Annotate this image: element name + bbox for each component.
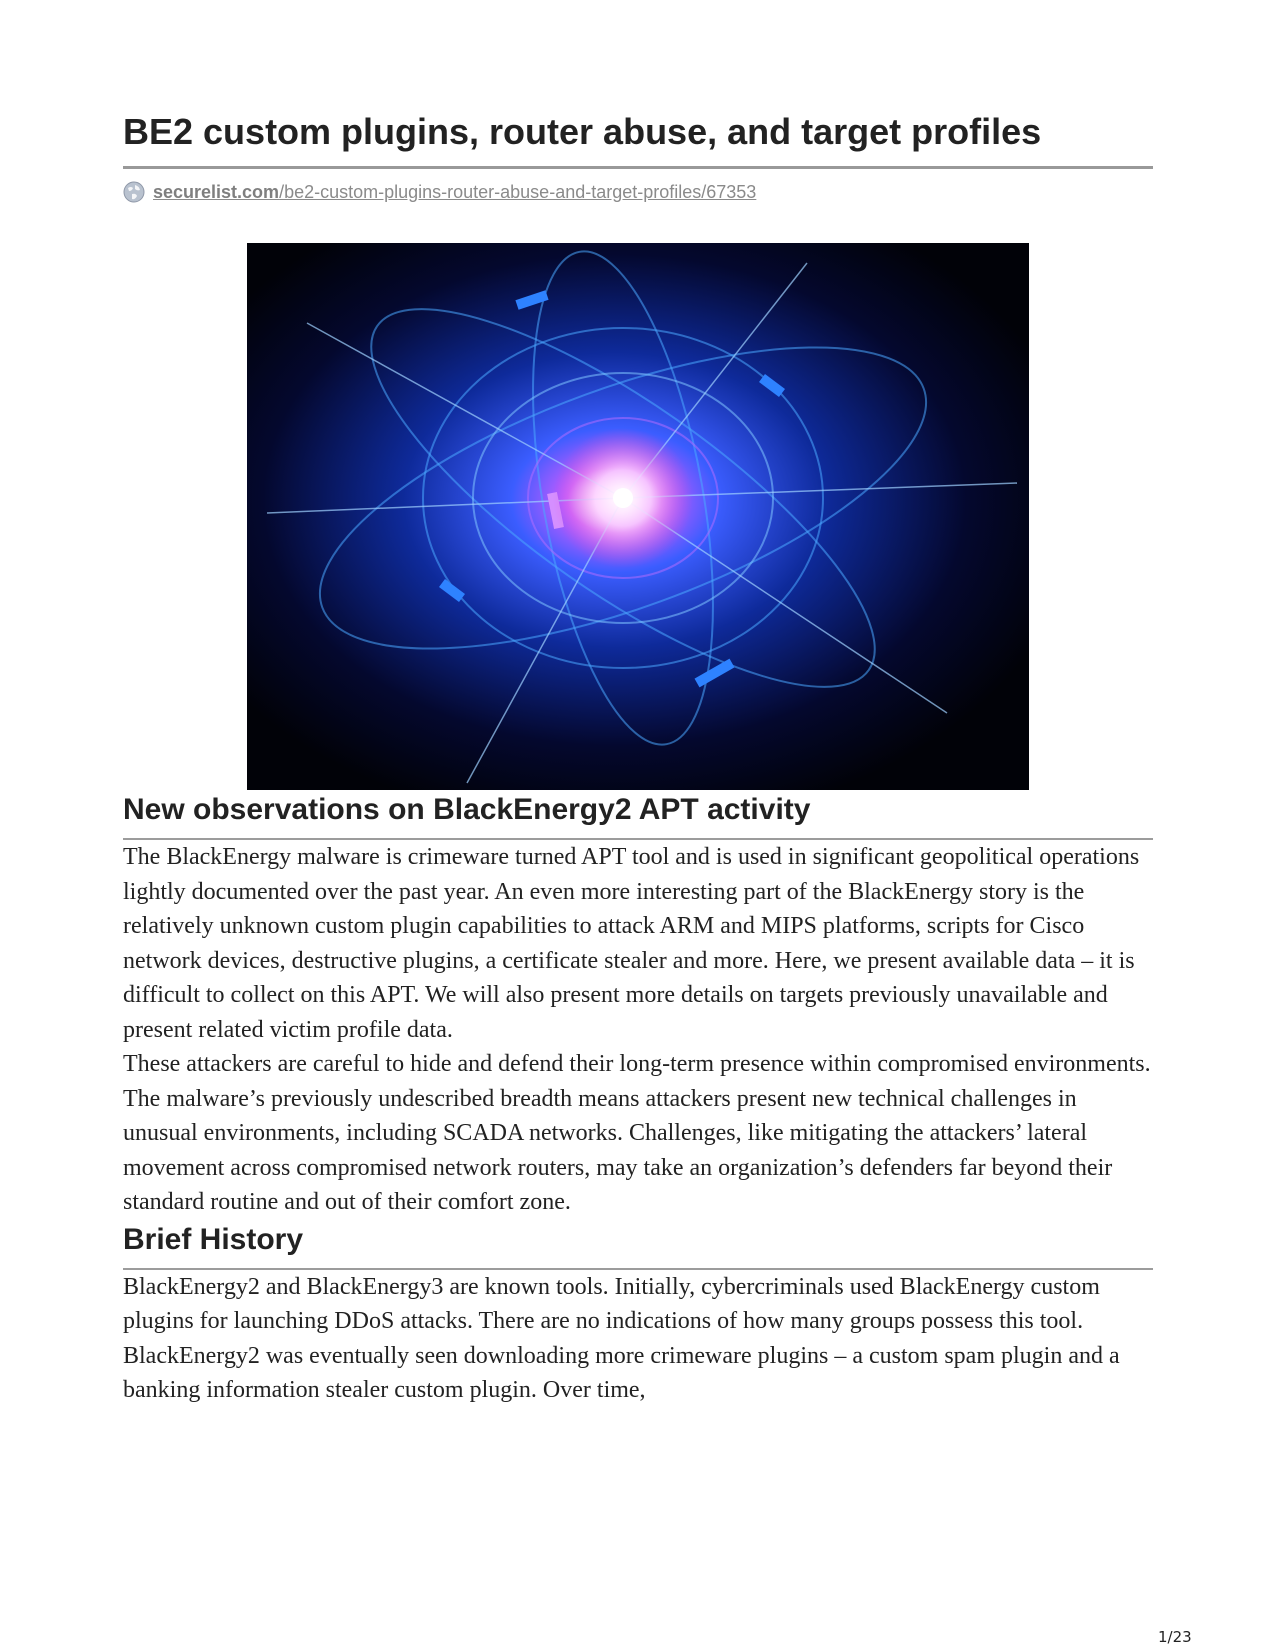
globe-icon <box>123 181 145 203</box>
article-title: BE2 custom plugins, router abuse, and target profiles <box>123 108 1153 169</box>
source-path: /be2-custom-plugins-router-abuse-and-target-profiles/67353 <box>279 181 757 202</box>
source-domain: securelist.com <box>153 181 280 202</box>
source-url-link[interactable] <box>153 182 756 203</box>
source-line <box>123 179 1153 205</box>
paragraph: The BlackEnergy malware is crimeware turned APT tool and is used in significant geopolitical operations lightly documented over the past year. An even more interesting part of the BlackEnergy story is the relatively unknown custom plugin capabilities to attack ARM and MIPS platforms, scripts for Cisco network devices, destructive plugins, a certificate stealer and more. Here, we present available data – it is difficult to collect on this APT. We will also present more details on targets previously unavailable and present related victim profile data. <box>123 844 1140 1043</box>
paragraph: These attackers are careful to hide and defend their long-term presence within compromised environments. The malware’s previously undescribed breadth means attackers present new technical challenges in unusual environments, including SCADA networks. Challenges, like mitigating the attackers’ lateral movement across compromised network routers, may take an organization’s defenders far beyond their standard routine and out of their comfort zone. <box>123 1051 1151 1215</box>
abstract-energy-burst-image <box>247 243 1029 790</box>
section-heading: New observations on BlackEnergy2 APT activity <box>123 790 1153 840</box>
section-heading: Brief History <box>123 1220 1153 1270</box>
page-number: 1/23 <box>1158 1628 1192 1646</box>
paragraph: BlackEnergy2 and BlackEnergy3 are known tools. Initially, cybercriminals used BlackEnergy custom plugins for launching DDoS attacks. There are no indications of how many groups possess this tool. BlackEnergy2 was eventually seen downloading more crimeware plugins – a custom spam plugin and a banking information stealer custom plugin. Over time, <box>123 1273 1120 1403</box>
article <box>123 108 1153 1408</box>
